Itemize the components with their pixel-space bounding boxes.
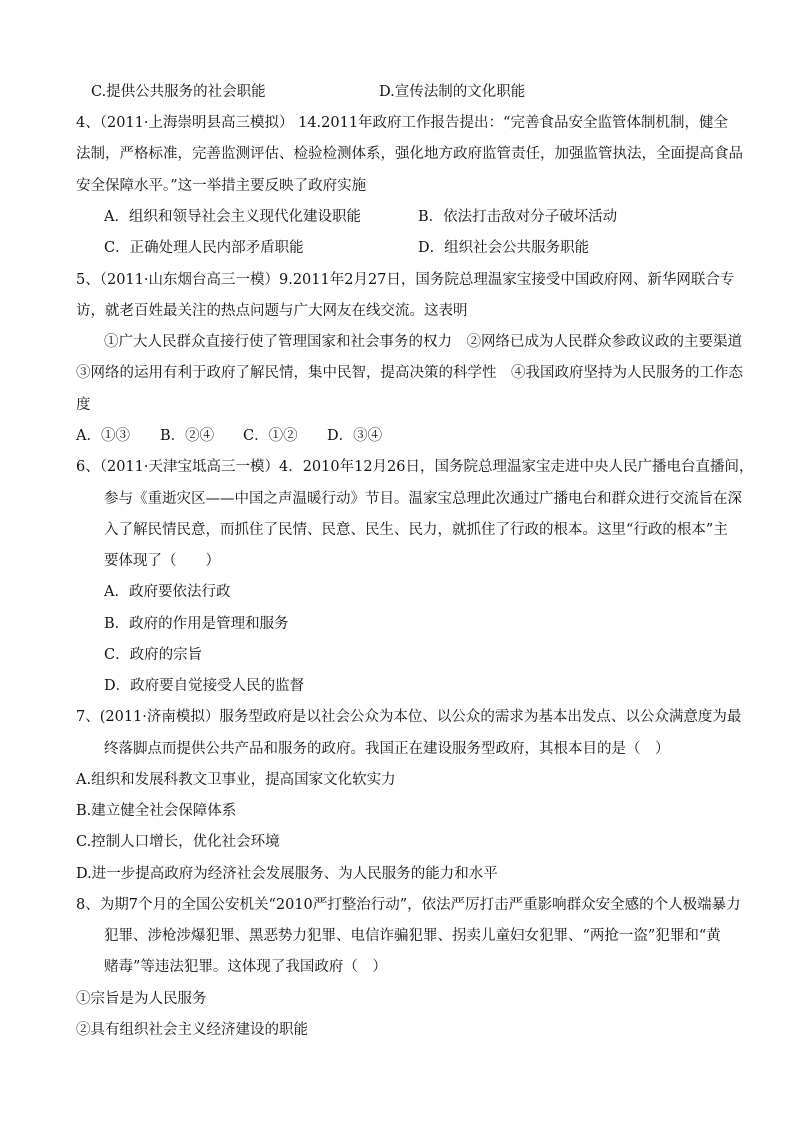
q4-option-b: B．依法打击敌对分子破坏活动 (418, 209, 618, 225)
q8-statement-2: ②具有组织社会主义经济建设的职能 (76, 1022, 308, 1038)
q4-option-c: C．正确处理人民内部矛盾职能 (104, 240, 304, 256)
q3-option-c: C.提供公共服务的社会职能 (91, 84, 266, 100)
q7-stem-line-1: 7、(2011·济南模拟）服务型政府是以社会公众为本位、以公众的需求为基本出发点、以公众满意度为最 (76, 709, 742, 725)
q6-stem-line-1: 6、（2011·天津宝坻高三一模）4．2010年12月26日，国务院总理温家宝走进中央人民广播电台直播间， (76, 459, 754, 475)
q7-stem-line-2: 终落脚点而提供公共产品和服务的政府。我国正在建设服务型政府，其根本目的是（ ） (104, 741, 670, 757)
q4-option-a: A．组织和领导社会主义现代化建设职能 (104, 209, 361, 225)
q3-option-d: D.宣传法制的文化职能 (379, 84, 526, 100)
q7-option-d: D.进一步提高政府为经济社会发展服务、为人民服务的能力和水平 (76, 866, 498, 882)
q8-stem-line-3: 赌毒”等违法犯罪。这体现了我国政府（ ） (104, 959, 387, 975)
q6-option-a: A．政府要依法行政 (104, 584, 231, 600)
q4-stem-line-1: 4、（2011·上海崇明县高三模拟） 14.2011年政府工作报告提出：“完善食品安全监管体制机制，健全 (76, 115, 728, 131)
q8-stem-line-2: 犯罪、涉枪涉爆犯罪、黑恶势力犯罪、电信诈骗犯罪、拐卖儿童妇女犯罪、“两抢一盗”犯罪和“黄 (104, 928, 721, 944)
q6-stem-line-4: 要体现了（ ） (104, 553, 220, 569)
q4-stem-line-3: 安全保障水平。”这一举措主要反映了政府实施 (76, 178, 367, 194)
q5-option-c: C．①② (243, 428, 298, 444)
q8-stem-line-1: 8、为期7个月的全国公安机关“2010严打整治行动”，依法严厉打击严重影响群众安全感的个人极端暴力 (76, 897, 741, 913)
q6-stem-line-3: 入了解民情民意，而抓住了民情、民意、民生、民力，就抓住了行政的根本。这里“行政的根本”主 (104, 522, 728, 538)
q8-statement-1: ①宗旨是为人民服务 (76, 991, 207, 1007)
q5-option-a: A．①③ (76, 428, 130, 444)
q5-option-d: D．③④ (327, 428, 383, 444)
q7-option-c: C.控制人口增长，优化社会环境 (76, 834, 280, 850)
q5-statement-line-1: ①广大人民群众直接行使了管理国家和社会事务的权力 ②网络已成为人民群众参政议政的主要渠道 (104, 334, 742, 350)
q6-option-c: C．政府的宗旨 (104, 647, 203, 663)
q4-option-d: D．组织社会公共服务职能 (418, 240, 590, 256)
q5-option-b: B．②④ (160, 428, 215, 444)
q5-stem-line-2: 访，就老百姓最关注的热点问题与广大网友在线交流。这表明 (76, 303, 468, 319)
q6-stem-line-2: 参与《重逝灾区——中国之声温暖行动》节目。温家宝总理此次通过广播电台和群众进行交流旨在深 (104, 491, 742, 507)
q5-stem-line-1: 5、（2011·山东烟台高三一模）9.2011年2月27日，国务院总理温家宝接受中国政府网、新华网联合专 (76, 272, 735, 288)
q7-option-a: A.组织和发展科教文卫事业，提高国家文化软实力 (76, 772, 396, 788)
q6-option-d: D．政府要自觉接受人民的监督 (104, 678, 305, 694)
q5-statement-line-2: ③网络的运用有利于政府了解民情，集中民智，提高决策的科学性 ④我国政府坚持为人民服务的工作态 (76, 365, 743, 381)
q5-statement-line-3: 度 (76, 397, 91, 413)
q6-option-b: B．政府的作用是管理和服务 (104, 616, 289, 632)
q4-stem-line-2: 法制，严格标准，完善监测评估、检验检测体系，强化地方政府监管责任，加强监管执法，全面提高食品 (76, 146, 743, 162)
q7-option-b: B.建立健全社会保障体系 (76, 803, 237, 819)
